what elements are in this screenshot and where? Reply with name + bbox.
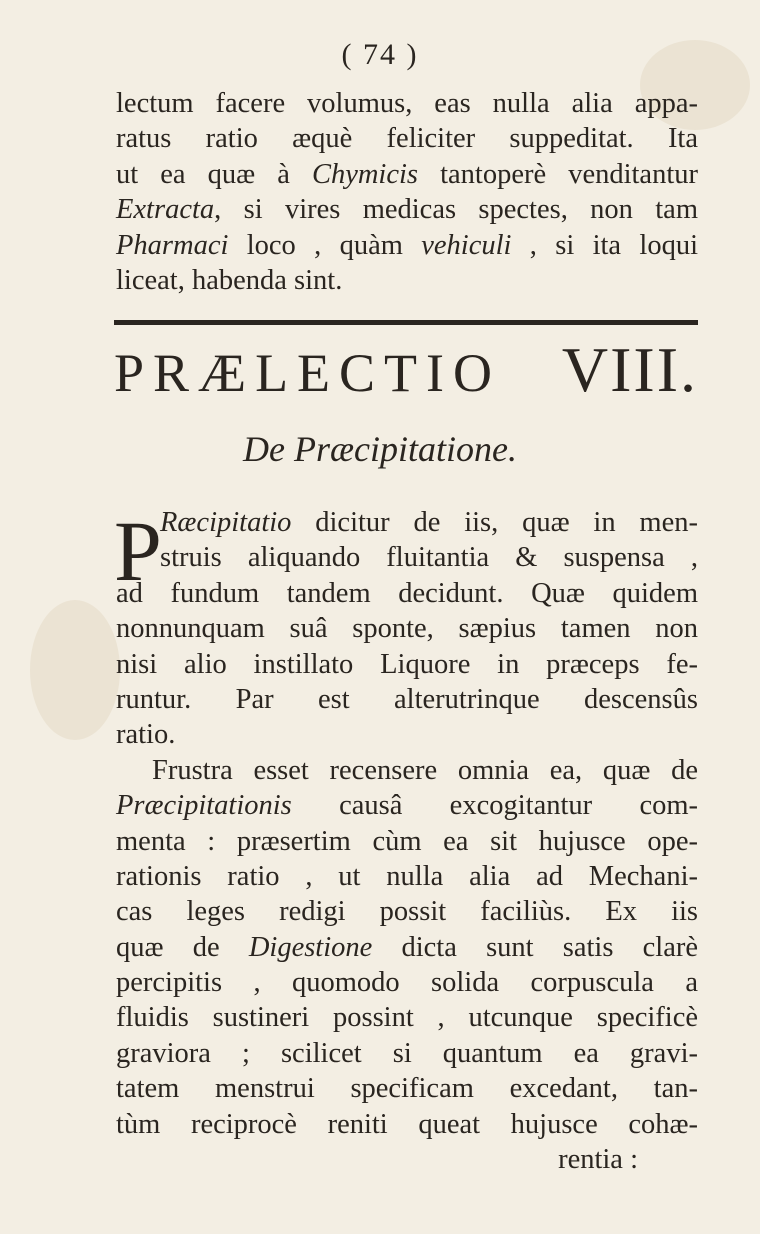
- text-line: ad fundum tandem decidunt. Quæ quidem: [116, 577, 698, 609]
- text-line: Præcipitationis causâ excogitantur com-: [116, 790, 698, 822]
- heading-word: PRÆLECTIO: [114, 343, 502, 403]
- text-line: cas leges redigi possit faciliùs. Ex iis: [116, 896, 698, 928]
- text-line: rationis ratio , ut nulla alia ad Mechani-: [116, 860, 698, 892]
- catchword-line: rentia :: [558, 1144, 638, 1176]
- section-rule: [114, 320, 698, 325]
- text-line: graviora ; scilicet si quantum ea gravi-: [116, 1037, 698, 1069]
- text-line: ut ea quæ à Chymicis tantoperè venditantur: [116, 158, 698, 190]
- text-line: lectum facere volumus, eas nulla alia appa-: [116, 88, 698, 119]
- drop-cap: P: [114, 503, 162, 599]
- text-line: tùm reciprocè reniti queat hujusce cohæ-: [116, 1108, 698, 1140]
- text-line: nonnunquam suâ sponte, sæpius tamen non: [116, 613, 698, 645]
- text-line: ratio.: [116, 719, 176, 751]
- text-line: percipitis , quomodo solida corpuscula a: [116, 967, 698, 999]
- text-line: Extracta, si vires medicas spectes, non tam: [116, 194, 698, 226]
- body-text: [116, 505, 698, 1177]
- text-line: Pharmaci loco , quàm vehiculi , si ita loqui: [116, 229, 698, 261]
- text-line: ratus ratio æquè feliciter suppeditat. Ita: [116, 123, 698, 155]
- top-paragraph: [116, 86, 698, 298]
- text-line: Ræcipitatio dicitur de iis, quæ in men-: [160, 507, 698, 538]
- lecture-heading: [114, 334, 698, 405]
- text-line: menta : præsertim cùm ea sit hujusce ope-: [116, 825, 698, 857]
- paper-stain: [30, 600, 120, 740]
- text-line: nisi alio instillato Liquore in præceps fe-: [116, 648, 698, 680]
- text-line: runtur. Par est alterutrinque descensûs: [116, 683, 698, 715]
- lecture-subtitle: De Præcipitatione.: [243, 429, 517, 469]
- text-line: Frustra esset recensere omnia ea, quæ de: [152, 754, 698, 786]
- text-line: tatem menstrui specificam excedant, tan-: [116, 1073, 698, 1105]
- heading-numeral: VIII.: [561, 334, 698, 405]
- text-line: quæ de Digestione dicta sunt satis clarè: [116, 931, 698, 963]
- page-number: ( 74 ): [341, 38, 419, 71]
- text-line: struis aliquando fluitantia & suspensa ,: [160, 542, 698, 574]
- text-line: fluidis sustineri possint , utcunque specificè: [116, 1002, 698, 1034]
- text-line: liceat, habenda sint.: [116, 264, 343, 296]
